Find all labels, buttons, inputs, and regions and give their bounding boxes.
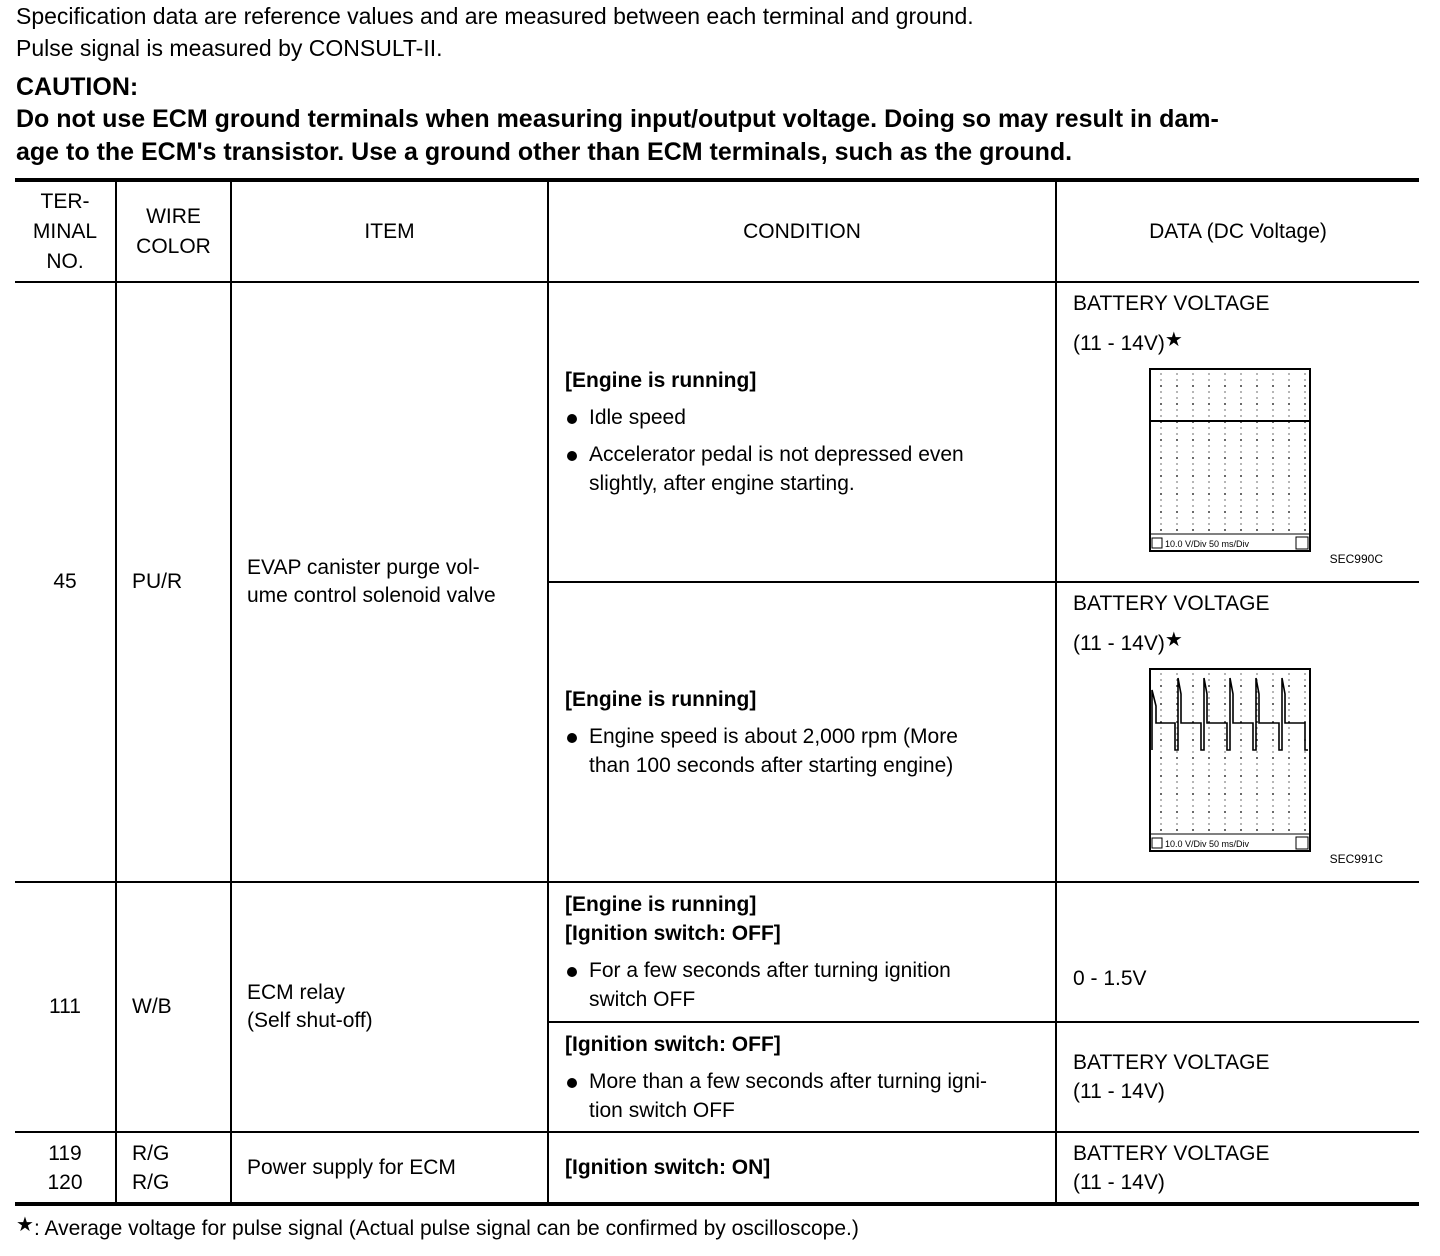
intro-line-1: Specification data are reference values and are measured between each terminal and ground.	[16, 3, 974, 29]
condition-45-2000rpm: [Engine is running] Engine speed is about 2,000 rpm (More than 100 seconds after starting engine)	[548, 582, 1056, 882]
figure-code: SEC991C	[1329, 851, 1383, 866]
condition-111-long: [Ignition switch: OFF] More than a few seconds after turning igni- tion switch OFF	[548, 1022, 1056, 1132]
caution-text	[16, 103, 1426, 169]
table-row	[15, 1132, 1419, 1204]
condition-119-120: [Ignition switch: ON]	[548, 1132, 1056, 1204]
list-item: For a few seconds after turning ignition switch OFF	[565, 956, 1039, 1014]
condition-45-idle: [Engine is running] Idle speed Accelerator pedal is not depressed even slightly, after engine starting.	[548, 282, 1056, 582]
list-item: Engine speed is about 2,000 rpm (More than 100 seconds after starting engine)	[565, 722, 1039, 780]
wire-color-45: PU/R	[116, 282, 231, 882]
intro-line-2: Pulse signal is measured by CONSULT-II.	[16, 35, 443, 61]
header-wire-color: WIRE COLOR	[116, 180, 231, 282]
list-item: More than a few seconds after turning igni- tion switch OFF	[565, 1067, 1039, 1125]
terminal-119-120: 119 120	[15, 1132, 116, 1204]
header-condition: CONDITION	[548, 180, 1056, 282]
caution-line-2: age to the ECM's transistor. Use a ground other than ECM terminals, such as the ground.	[16, 138, 1073, 166]
table-header-row	[15, 180, 1419, 282]
header-terminal-no: TER- MINAL NO.	[15, 180, 116, 282]
header-data: DATA (DC Voltage)	[1056, 180, 1419, 282]
terminal-111: 111	[15, 882, 116, 1132]
scope-scale-label: 10.0 V/Div 50 ms/Div	[1165, 838, 1250, 849]
data-45-2000rpm: BATTERY VOLTAGE (11 - 14V)★ 10.0 V/Div 50 ms/Div SEC991C	[1056, 582, 1419, 882]
star-icon: ★	[1164, 628, 1183, 651]
item-45: EVAP canister purge vol- ume control solenoid valve	[231, 282, 548, 882]
condition-111-short: [Engine is running] [Ignition switch: OFF] For a few seconds after turning ignition switch OFF	[548, 882, 1056, 1022]
table-row	[15, 282, 1419, 582]
star-icon: ★	[1164, 328, 1183, 351]
caution-line-1: Do not use ECM ground terminals when measuring input/output voltage. Doing so may result in dam-	[16, 105, 1219, 133]
terminal-spec-table	[15, 178, 1419, 1206]
item-119-120: Power supply for ECM	[231, 1132, 548, 1204]
table-row	[15, 882, 1419, 1022]
figure-code: SEC990C	[1329, 551, 1383, 566]
data-45-idle: BATTERY VOLTAGE (11 - 14V)★ 10.0 V/Div 50 ms/Div SEC990C	[1056, 282, 1419, 582]
wire-color-111: W/B	[116, 882, 231, 1132]
wire-color-119-120: R/G R/G	[116, 1132, 231, 1204]
oscilloscope-idle	[1149, 368, 1311, 552]
star-icon: ★	[16, 1214, 34, 1236]
list-item: Idle speed	[565, 403, 1039, 432]
terminal-45: 45	[15, 282, 116, 882]
list-item: Accelerator pedal is not depressed even slightly, after engine starting.	[565, 440, 1039, 498]
item-111: ECM relay (Self shut-off)	[231, 882, 548, 1132]
oscilloscope-2000rpm	[1149, 668, 1311, 852]
scope-scale-label: 10.0 V/Div 50 ms/Div	[1165, 538, 1250, 549]
header-item: ITEM	[231, 180, 548, 282]
data-119-120: BATTERY VOLTAGE (11 - 14V)	[1056, 1132, 1419, 1204]
data-111-long: BATTERY VOLTAGE (11 - 14V)	[1056, 1022, 1419, 1132]
data-111-short: 0 - 1.5V	[1056, 882, 1419, 1022]
footnote: ★: Average voltage for pulse signal (Actual pulse signal can be confirmed by oscilloscope.)	[16, 1214, 859, 1240]
caution-heading: CAUTION:	[16, 73, 139, 101]
